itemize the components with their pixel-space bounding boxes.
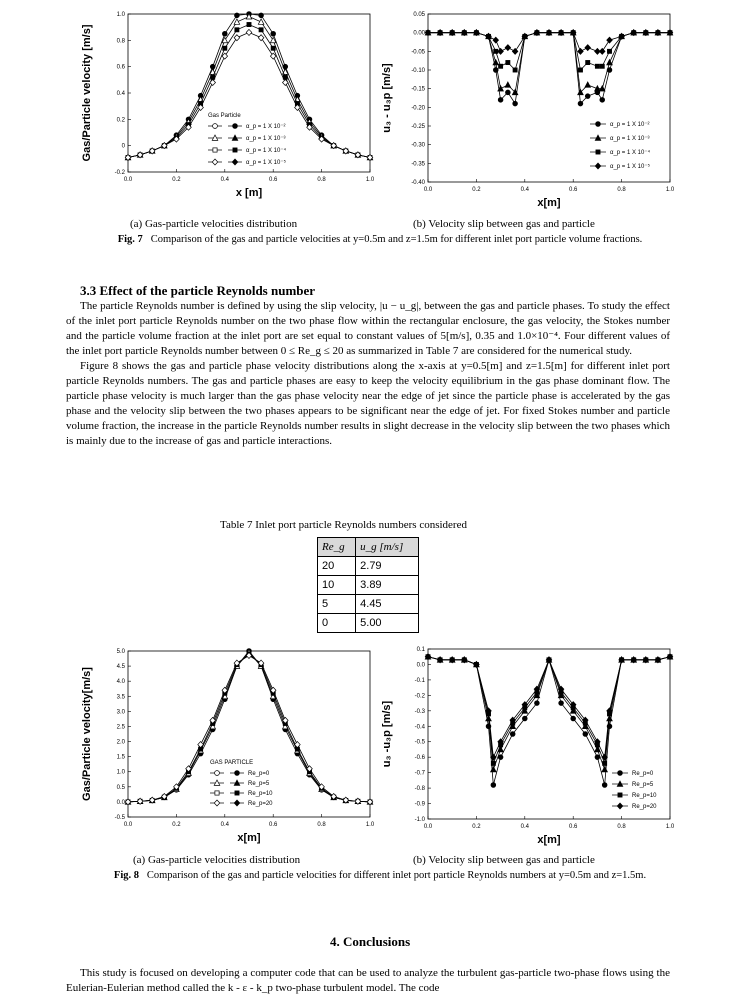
y-tick-label: 1.5	[116, 754, 125, 761]
y-tick-label: -0.5	[114, 815, 125, 821]
y-tick-label: 0.8	[116, 38, 125, 45]
data-point	[498, 97, 503, 102]
data-point	[607, 60, 613, 65]
fig8-caption	[80, 870, 680, 882]
data-point	[510, 732, 515, 737]
section-3-3-paragraph-1: The particle Reynolds number is defined by using the slip velocity, |u − u_g|, between the gas and particle phases. To study the effect of the inlet port particle Reynolds number on the two phase flow within the rectangular enclosure, the gas velocity, the Stokes number and the particle volume fraction at the inlet port are set equal to constant values of 5[m/s], 0.35 and 1.0×10⁻⁴. Four different values of the inlet port particle Reynolds number between 0 ≤ Re_g ≤ 20 as summarized in Table 7 are considered for the numerical study.	[66, 300, 670, 357]
x-axis-label: x[m]	[237, 832, 261, 844]
series-line	[128, 651, 370, 802]
x-tick-label: 0.8	[317, 177, 326, 183]
x-tick-label: 0.4	[520, 824, 529, 830]
data-point	[595, 755, 600, 760]
data-point	[494, 49, 498, 53]
x-tick-label: 0.0	[423, 187, 433, 193]
fig7-label: Fig. 7	[117, 234, 143, 245]
data-point	[505, 90, 510, 95]
legend-marker	[596, 150, 600, 154]
fig7b-chart	[380, 6, 680, 216]
fig8-label: Fig. 8	[113, 870, 140, 881]
data-point	[586, 60, 590, 64]
series-line	[428, 33, 670, 104]
data-point	[210, 79, 216, 85]
y-tick-label: 0.0	[416, 662, 425, 669]
x-tick-label: 0.2	[172, 177, 181, 183]
y-tick-label: 0.1	[416, 647, 425, 653]
y-tick-label: -0.2	[414, 693, 425, 700]
legend-marker	[213, 148, 217, 152]
legend-label: Re_p=5	[632, 782, 654, 788]
legend-marker	[235, 771, 240, 776]
legend-label: α_p = 1 X 10⁻⁵	[246, 160, 286, 166]
legend-marker	[618, 793, 622, 797]
legend-label: α_p = 1 X 10⁻⁴	[246, 148, 287, 154]
legend-marker	[215, 771, 220, 776]
y-tick-label: -0.30	[411, 142, 425, 149]
data-point	[578, 68, 582, 72]
data-point	[493, 37, 499, 43]
y-tick-label: -0.4	[414, 724, 425, 731]
legend-marker	[235, 791, 239, 795]
legend-header: GAS PARTICLE	[210, 760, 254, 766]
y-tick-label: 0	[121, 143, 125, 150]
data-point	[513, 101, 518, 106]
data-point	[607, 49, 611, 53]
y-tick-label: 1.0	[116, 12, 125, 18]
series-line	[128, 653, 370, 802]
legend-marker	[232, 159, 238, 165]
legend-label: α_p = 1 X 10⁻²	[246, 124, 286, 130]
y-tick-label: -0.3	[414, 708, 425, 715]
y-tick-label: 5.0	[116, 649, 125, 655]
legend-label: α_p = 1 X 10⁻⁴	[610, 150, 651, 156]
legend-label: Re_p=20	[632, 804, 657, 810]
data-point	[578, 48, 584, 54]
x-tick-label: 0.6	[569, 187, 578, 193]
y-tick-label: 4.5	[116, 664, 125, 671]
y-tick-label: -0.15	[411, 86, 425, 93]
data-point	[585, 45, 591, 51]
series-line	[428, 657, 670, 757]
legend-label: Re_p=0	[248, 771, 270, 777]
legend-label: α_p = 1 X 10⁻³	[246, 136, 286, 142]
series-line	[128, 656, 370, 802]
table-cell: 5	[318, 595, 356, 614]
data-point	[271, 31, 276, 36]
data-point	[505, 45, 511, 51]
plot-frame	[428, 14, 670, 182]
series-line	[428, 657, 670, 785]
legend-marker	[617, 803, 623, 809]
data-point	[522, 716, 527, 721]
x-tick-label: 0.4	[220, 822, 229, 828]
x-tick-label: 0.8	[617, 824, 626, 830]
table-row	[318, 557, 419, 576]
data-point	[283, 79, 289, 85]
y-tick-label: 0.00	[413, 30, 425, 37]
section-4-body	[66, 966, 670, 996]
legend-label: α_p = 1 X 10⁻³	[610, 136, 650, 142]
fig8a-chart	[80, 643, 380, 855]
legend-label: α_p = 1 X 10⁻²	[610, 122, 650, 128]
table-row	[318, 595, 419, 614]
data-point	[491, 783, 496, 788]
fig7-text: Comparison of the gas and particle velocities at y=0.5m and z=1.5m for different inlet port particle volume fractions.	[150, 234, 643, 245]
y-tick-label: 2.5	[116, 724, 125, 731]
x-tick-label: 0.4	[220, 177, 229, 183]
data-point	[585, 94, 590, 99]
legend-marker	[233, 124, 238, 129]
y-tick-label: 4.0	[116, 679, 125, 686]
data-point	[259, 13, 264, 18]
y-axis-label: u₃ -u₃p [m/s]	[381, 700, 393, 768]
section-4-title: 4. Conclusions	[330, 934, 411, 949]
legend-label: Re_p=0	[632, 771, 654, 777]
y-axis-label: Gas/Particle velocity[m/s]	[81, 667, 93, 801]
data-point	[571, 716, 576, 721]
y-tick-label: -0.8	[414, 786, 425, 793]
data-point	[595, 64, 599, 68]
data-point	[258, 35, 264, 41]
x-tick-label: 1.0	[665, 187, 675, 193]
data-point	[559, 701, 564, 706]
data-point	[247, 22, 251, 26]
section-3-3-title: 3.3 Effect of the particle Reynolds number	[80, 283, 316, 298]
x-tick-label: 0.8	[617, 187, 626, 193]
fig7a-chart	[80, 6, 380, 216]
table-cell: 0	[318, 614, 356, 633]
data-point	[600, 97, 605, 102]
data-point	[222, 53, 228, 59]
x-axis-label: x[m]	[537, 197, 561, 209]
series-line	[428, 657, 670, 764]
table-row	[318, 576, 419, 595]
table7-header-ug: u_g [m/s]	[356, 538, 419, 557]
legend-marker	[618, 771, 623, 776]
data-point	[270, 53, 276, 59]
x-tick-label: 0.0	[423, 824, 433, 830]
x-tick-label: 0.2	[472, 187, 481, 193]
fig8b-caption: (b) Velocity slip between gas and particle	[413, 854, 595, 866]
y-tick-label: 3.5	[116, 694, 125, 701]
y-tick-label: -0.6	[414, 755, 425, 762]
fig8a-caption: (a) Gas-particle velocities distribution	[133, 854, 301, 866]
data-point	[491, 767, 497, 772]
table7-header-row	[318, 538, 419, 557]
x-tick-label: 0.0	[123, 177, 133, 183]
fig8b-chart	[380, 643, 680, 855]
x-tick-label: 0.6	[569, 824, 578, 830]
data-point	[578, 101, 583, 106]
y-tick-label: -0.35	[411, 161, 425, 168]
data-point	[258, 19, 264, 24]
y-tick-label: -0.2	[114, 170, 125, 176]
x-tick-label: 0.0	[123, 822, 133, 828]
legend-marker	[233, 148, 237, 152]
y-tick-label: -0.25	[411, 124, 425, 130]
data-point	[512, 48, 518, 54]
legend-marker	[215, 791, 219, 795]
y-tick-label: 1.0	[116, 769, 125, 776]
data-point	[235, 28, 239, 32]
table7-header-reg: Re_g	[318, 538, 356, 557]
data-point	[599, 48, 605, 54]
fig7b-svg	[380, 6, 680, 216]
table-cell: 3.89	[356, 576, 419, 595]
table-cell: 4.45	[356, 595, 419, 614]
fig7a-svg	[80, 6, 380, 216]
data-point	[602, 783, 607, 788]
y-tick-label: -0.40	[411, 180, 425, 186]
y-tick-label: 0.0	[116, 799, 125, 806]
data-point	[603, 761, 607, 765]
data-point	[506, 60, 510, 64]
x-axis-label: x [m]	[235, 187, 263, 199]
data-point	[259, 28, 263, 32]
x-tick-label: 0.6	[269, 822, 278, 828]
table-cell: 10	[318, 576, 356, 595]
y-tick-label: 3.0	[116, 709, 125, 716]
data-point	[535, 701, 540, 706]
legend-label: Re_p=10	[248, 791, 273, 797]
data-point	[505, 82, 511, 87]
fig8b-svg	[380, 643, 680, 855]
legend-label: α_p = 1 X 10⁻⁵	[610, 164, 650, 170]
data-point	[498, 755, 503, 760]
data-point	[223, 46, 227, 50]
y-tick-label: 0.6	[116, 64, 125, 71]
data-point	[234, 35, 240, 41]
y-tick-label: 0.2	[116, 117, 125, 124]
data-point	[491, 761, 495, 765]
legend-marker	[213, 124, 218, 129]
series-line	[428, 33, 670, 93]
data-point	[607, 37, 613, 43]
legend-label: Re_p=20	[248, 801, 273, 807]
y-tick-label: -0.20	[411, 105, 425, 112]
fig7b-caption: (b) Velocity slip between gas and particle	[413, 218, 595, 230]
x-tick-label: 0.6	[269, 177, 278, 183]
data-point	[498, 48, 504, 54]
table-cell: 2.79	[356, 557, 419, 576]
y-tick-label: -0.10	[411, 68, 425, 74]
legend-header: Gas Particle	[208, 113, 241, 119]
y-tick-label: 0.5	[116, 784, 125, 791]
table-cell: 20	[318, 557, 356, 576]
y-axis-label: u₃ - u₃p [m/s]	[381, 63, 393, 133]
data-point	[222, 31, 227, 36]
table7	[317, 537, 419, 633]
legend-label: Re_p=5	[248, 781, 270, 787]
y-tick-label: 0.05	[413, 12, 425, 18]
legend-marker	[212, 159, 218, 165]
fig8-text: Comparison of the gas and particle velocities for different inlet port particle Reynolds numbers at y=0.5m and z=1.5m.	[146, 870, 647, 881]
series-line	[128, 654, 370, 802]
series-line	[428, 33, 670, 70]
y-tick-label: -0.7	[414, 770, 425, 777]
legend-marker	[595, 163, 601, 169]
y-tick-label: -0.5	[414, 739, 425, 746]
x-axis-label: x[m]	[537, 834, 561, 846]
x-tick-label: 0.4	[520, 187, 529, 193]
fig7a-caption: (a) Gas-particle velocities distribution	[130, 218, 298, 230]
data-point	[513, 68, 517, 72]
fig8a-svg	[80, 643, 380, 855]
legend-marker	[214, 800, 220, 806]
data-point	[234, 19, 240, 24]
table-row	[318, 614, 419, 633]
data-point	[583, 732, 588, 737]
x-tick-label: 0.2	[472, 824, 481, 830]
table-cell: 5.00	[356, 614, 419, 633]
data-point	[585, 82, 591, 87]
x-tick-label: 0.8	[317, 822, 326, 828]
y-axis-label: Gas/Particle velocity [m/s]	[81, 24, 93, 162]
x-tick-label: 1.0	[665, 824, 675, 830]
y-tick-label: -0.05	[411, 49, 425, 56]
table7-caption: Table 7 Inlet port particle Reynolds numbers considered	[220, 519, 467, 531]
legend-marker	[596, 122, 601, 127]
x-tick-label: 0.2	[172, 822, 181, 828]
legend-label: Re_p=10	[632, 793, 657, 799]
y-tick-label: -1.0	[414, 817, 425, 823]
y-tick-label: 2.0	[116, 739, 125, 746]
series-line	[428, 657, 670, 770]
section-3-3-paragraph-2: Figure 8 shows the gas and particle phase velocity distributions along the x-axis at y=0.5[m] and z=1.5[m] for different inlet port particle Reynolds numbers. The gas and particle phases are easy to keep the velocity equilibrium in the gas phase dominant flow. The particle phase velocity is much larger than the gas phase velocity near the edge of jet since the particle phase is accelerated by the gas phase and the velocity slip between the two phases appears to be significant near the edge of jet. For fixed Stokes number and particle volume fraction, the increase in the particle Reynolds number results in slight decrease in the velocity slip between the two phases which is mainly due to the increase of gas and particle interactions.	[66, 360, 670, 447]
y-tick-label: 0.4	[116, 91, 125, 97]
x-tick-label: 1.0	[365, 177, 375, 183]
section-4-paragraph-1: This study is focused on developing a computer code that can be used to analyze the turbulent gas-particle two-phase flows using the Eulerian-Eulerian method called the k - ε - k_p two-phase turbulent model. The code	[66, 967, 670, 994]
data-point	[499, 64, 503, 68]
fig7-caption	[80, 234, 680, 246]
data-point	[602, 767, 608, 772]
legend-marker	[234, 800, 240, 806]
data-point	[235, 13, 240, 18]
data-point	[246, 29, 252, 35]
data-point	[600, 64, 604, 68]
y-tick-label: -0.1	[414, 677, 425, 684]
y-tick-label: -0.9	[414, 801, 425, 808]
section-3-3-body	[66, 299, 670, 449]
x-tick-label: 1.0	[365, 822, 375, 828]
data-point	[271, 46, 275, 50]
